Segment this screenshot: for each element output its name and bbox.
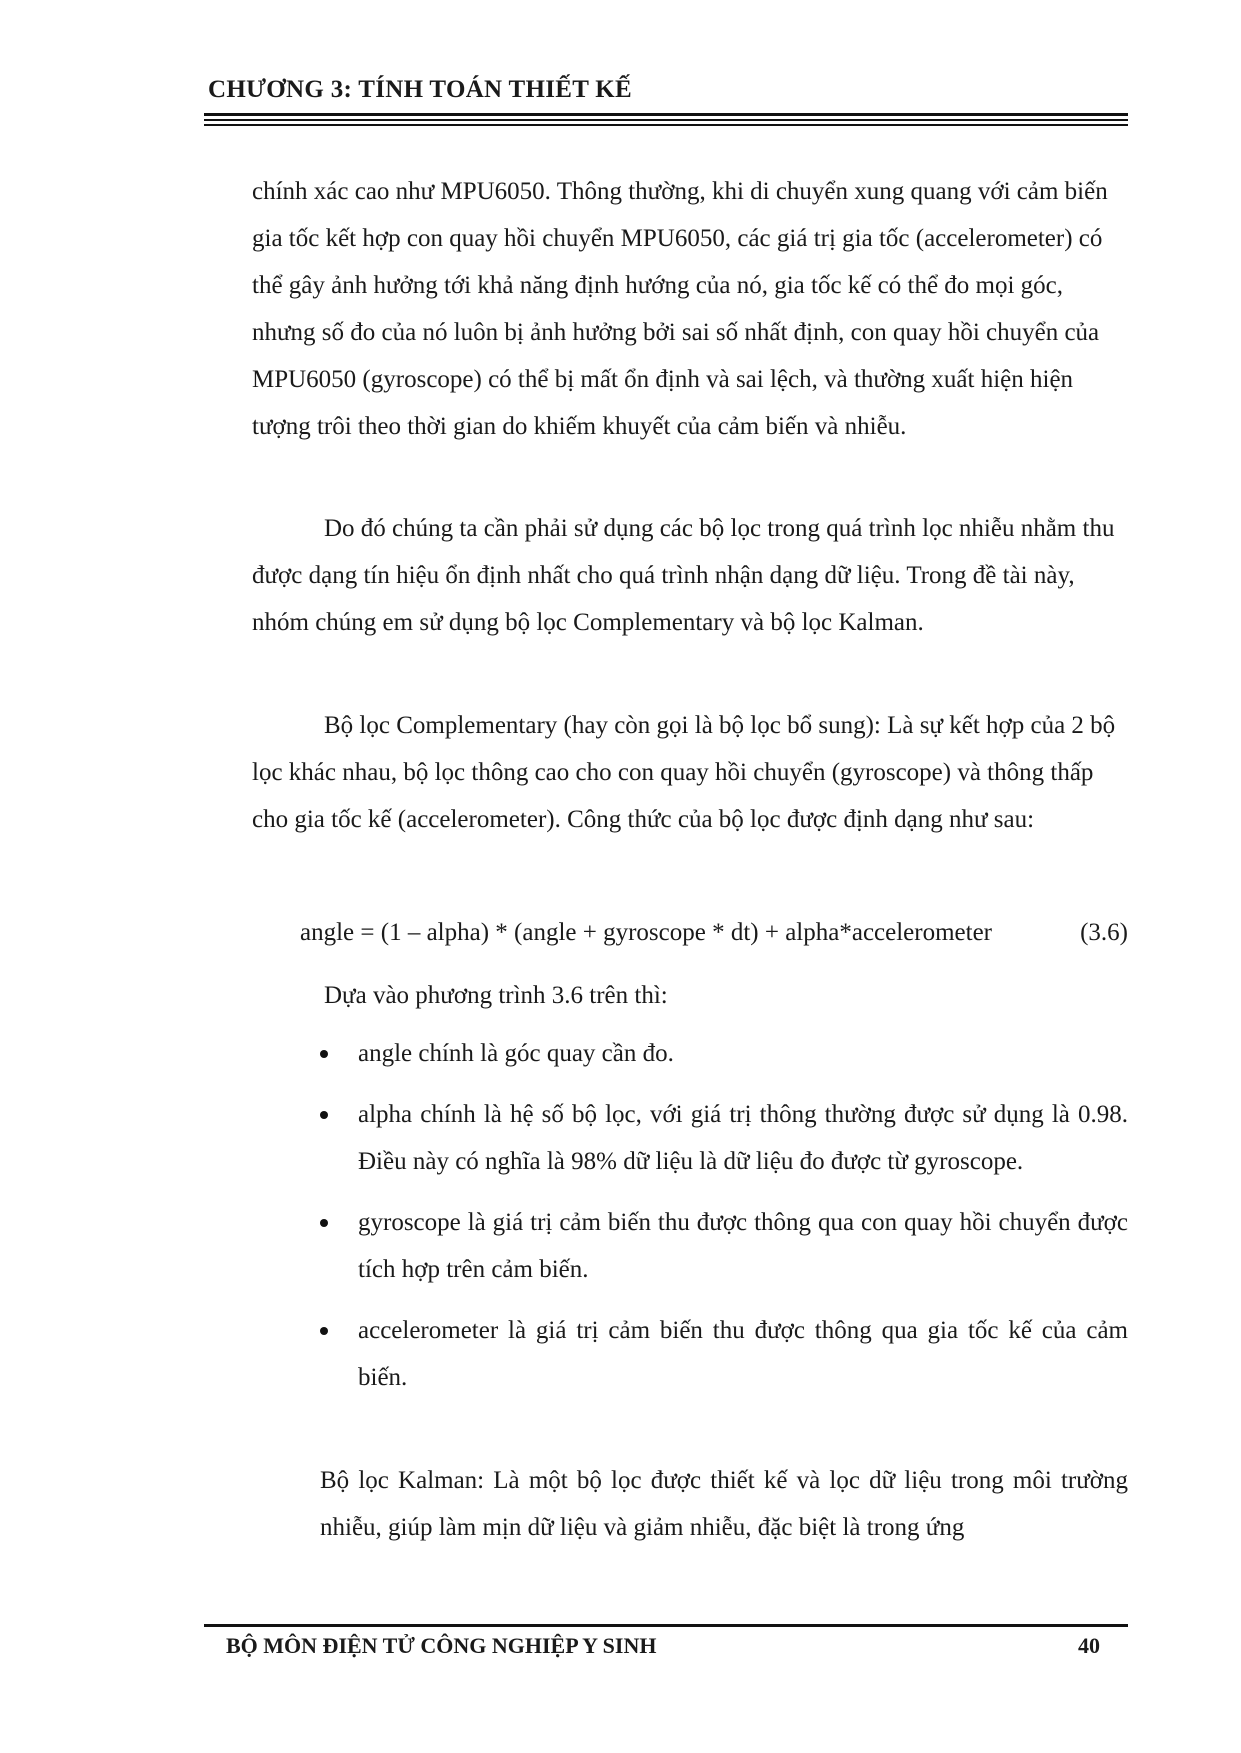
variable-bullet-list — [310, 1030, 1128, 1415]
bullet-dot-icon — [320, 1050, 328, 1058]
list-item-text: alpha chính là hệ số bộ lọc, với giá trị thông thường được sử dụng là 0.98. Điều này có nghĩa là 98% dữ liệu là dữ liệu đo được từ gyroscope. — [358, 1101, 1128, 1175]
header-rule-middle — [204, 119, 1128, 121]
list-item — [310, 1030, 1128, 1077]
paragraph-complementary: Bộ lọc Complementary (hay còn gọi là bộ lọc bổ sung): Là sự kết hợp của 2 bộ lọc khác nhau, bộ lọc thông cao cho con quay hồi chuyển (gyroscope) và thông thấp cho gia tốc kế (accelerometer). Công thức của bộ lọc được định dạng như sau: — [252, 712, 1116, 833]
list-item — [310, 1199, 1128, 1293]
chapter-header-title: CHƯƠNG 3: TÍNH TOÁN THIẾT KẾ — [208, 76, 633, 103]
paragraph-intro: chính xác cao như MPU6050. Thông thường, khi di chuyển xung quang với cảm biến gia tốc kết hợp con quay hồi chuyển MPU6050, các giá trị gia tốc (accelerometer) có thể gây ảnh hưởng tới khả năng định hướng của nó, gia tốc kế có thể đo mọi góc, nhưng số đo của nó luôn bị ảnh hưởng bởi sai số nhất định, con quay hồi chuyển của MPU6050 (gyroscope) có thể bị mất ổn định và sai lệch, và thường xuất hiện hiện tượng trôi theo thời gian do khiếm khuyết của cảm biến và nhiễu. — [252, 178, 1108, 440]
list-item — [310, 1091, 1128, 1185]
bullet-dot-icon — [320, 1327, 328, 1335]
header-rule-top — [204, 113, 1128, 116]
formula-number: (3.6) — [1080, 919, 1128, 946]
footer-department: BỘ MÔN ĐIỆN TỬ CÔNG NGHIỆP Y SINH — [226, 1633, 657, 1658]
footer-rule — [204, 1624, 1128, 1627]
list-item-text: angle chính là góc quay cần đo. — [358, 1040, 674, 1067]
paragraph-kalman: Bộ lọc Kalman: Là một bộ lọc được thiết kế và lọc dữ liệu trong môi trường nhiễu, giúp làm mịn dữ liệu và giảm nhiễu, đặc biệt là trong ứng — [320, 1467, 1128, 1541]
paragraph-filter-need: Do đó chúng ta cần phải sử dụng các bộ lọc trong quá trình lọc nhiễu nhằm thu được dạng tín hiệu ổn định nhất cho quá trình nhận dạng dữ liệu. Trong đề tài này, nhóm chúng em sử dụng bộ lọc Complementary và bộ lọc Kalman. — [252, 515, 1115, 636]
formula-expression: angle = (1 – alpha) * (angle + gyroscope * dt) + alpha*accelerometer — [300, 919, 993, 946]
bullet-dot-icon — [320, 1219, 328, 1227]
list-item — [310, 1307, 1128, 1401]
header-rule-bottom — [204, 124, 1128, 126]
bullet-lead-text: Dựa vào phương trình 3.6 trên thì: — [324, 982, 668, 1009]
list-item-text: gyroscope là giá trị cảm biến thu được thông qua con quay hồi chuyển được tích hợp trên cảm biến. — [358, 1209, 1128, 1283]
page-number: 40 — [1078, 1633, 1100, 1658]
formula-line — [300, 913, 1128, 953]
bullet-dot-icon — [320, 1111, 328, 1119]
list-item-text: accelerometer là giá trị cảm biến thu được thông qua gia tốc kế của cảm biến. — [358, 1317, 1128, 1391]
